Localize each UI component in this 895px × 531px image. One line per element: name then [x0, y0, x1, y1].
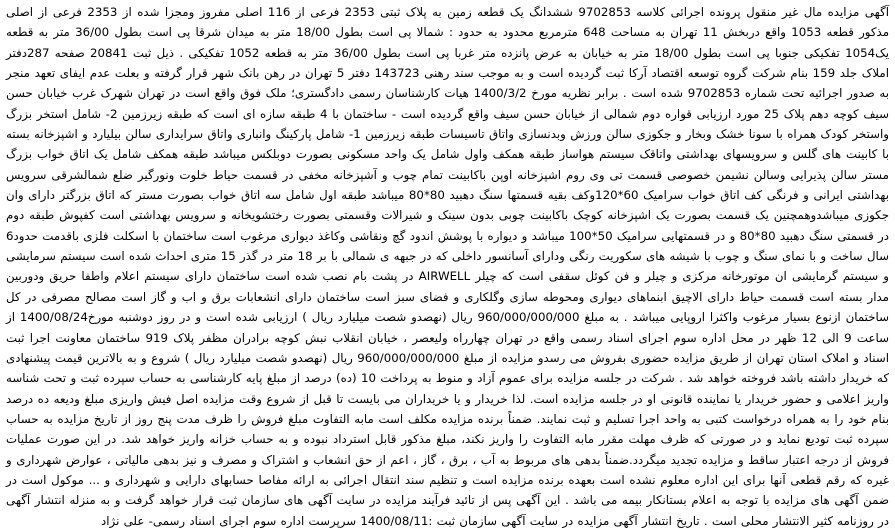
notice-body: آگهی مزایده مال غیر منقول پرونده اجرائی کلاسه 9702853 ششدانگ یک قطعه زمین به پلاک ثبتی 2353 فرعی از 116 اصلی مفروز ومجزا شده از 2353 فرعی از اصلی مذکور قطعه 1053 واقع دربخش 11 تهران به مساحت 648 مترمربع محدود به حدود : شمالا پی است بطول 18/00 متر به میدان شرقا پی است بطول 36/00 متر به قطعه یک1054 تفکیکی جنوبا پی است بطول 18/00 متر به خیابان به عرض پانزده متر غربا پی است بطول 36/00 متر به قطعه 1052 تفکیکی . ذیل ثبت 20841 صفحه 287دفتر املاک جلد 159 بنام شرکت گروه توسعه اقتصاد آرکا ثبت گردیده است و به موجب سند رهنی 143723 دفتر 5 تهران در رهن بانک شهر قرار گرفته و بعلت عدم ایفای تعهد منجر به صدور اجرائیه تحت شماره 9702853 شده است . برابر نظریه مورخ 1400/3/2 هیات کارشناسان رسمی دادگستری؛ ملک فوق واقع است در تهران شهرک غرب خیابان حسن سیف کوچه دهم پلاک 25 مورد ارزیابی قواره دوم شمالی از خیابان حسن سیف واقع گردیده است - ساختمان با 4 طبقه سازه ای است که طبقه زیرزمین 2- شامل استخر بزرگ واستخر کودک همراه با سونا خشک وبخار و جکوزی سالن ورزش وبدنسازی واتاق تاسیسات طبقه زیرزمین 1- شامل پارکینگ وانباری واتاق سرایداری سالن بیلیارد و اشپزخانه بسته با کابینت های گلس و سرویسهای بهداشتی واتاقک سیستم هواساز طبقه همکف واول شامل یک واحد مسکونی بصورت دوبلکس میباشد طبقه همکف شامل یک اتاق خواب بزرگ مستر سالن پذیرایی وسالن نشیمن خصوصی قسمت تی وی روم اشپزخانه اوپن باکابینت تمام چوب و آشپزخانه مخفی در قسمت حیاط خلوت ونورگیر ضلع شمالشرقی سرویس بهداشتی ایرانی و فرنگی کف اتاق خواب سرامیک 60*120وکف بقیه قسمتها سنگ دهبید 80*80 میباشد طبقه اول شامل سه اتاق خواب بصورت مستر که اتاق بزرگتر دارای وان جکوزی میباشدوهمچنین یک قسمت بصورت یک اشپزخانه کوچک باکابینت چوبی بدون سینک و شیرالات وقسمتی بصورت رختشویخانه و سرویس بهداشتی است کفپوش طبقه دوم در قسمتی سنگ دهبید 80*80 و در قسمتهایی سرامیک 50*100 میباشد و دیواره با پوشش اندود گچ ونقاشی وکاغذ دیواری مرغوب است ساختمان با اسکلت فلزی باقدمت حدود6 سال ساخت و با نمای سنگ و چوب با شیشه های سکوریت رنگی ودارای آسانسور داخلی که در جبهه ی شمالی با بر 18 متر در گذر 15 متری احداث شده است سیستم سرمایشی و سیستم گرمایشی ان موتورخانه مرکزی و چیلر و فن کوئل سقفی است که چیلر AIRWELL در پشت بام نصب شده است ساختمان دارای سیستم اعلام واطفا حریق ودوربین مدار بسته است قسمت حیاط دارای الاچیق ابنماهای دیواری ومحوطه سازی وگلکاری و فضای سبز است ساختمان دارای انشعابات برق و اب و گاز است مصالح مصرفی در کل ساختمان ازنوع بسیار مرغوب واکثرا اروپایی میباشد . به مبلغ 960/000/000/000 ریال (نهصدو شصت میلیارد ریال ) ارزیابی شده است و در روز دوشنبه مورخ1400/08/24 از ساعت 9 الی 12 ظهر در محل اداره سوم اجرای اسناد رسمی واقع در تهران چهارراه ولیعصر ، خیابان انقلاب نبش کوچه برادران مظفر پلاک 919 ساختمان معاونت اجرا ثبت اسناد و املاک استان تهران از طریق مزایده حضوری بفروش می رسدو مزایده از مبلغ 960/000/000/000 ریال (نهصدو شصت میلیارد ریال ) شروع و به بالاترین قیمت پیشنهادی که خریدار داشته باشد فروخته خواهد شد . شرکت در جلسه مزایده برای عموم آزاد و منوط به پرداخت 10 (ده) درصد از مبلغ پایه کارشناسی به حساب سپرده ثبت و تحت شناسه واریز اعلامی و حضور خریدار یا نماینده قانونی او در جلسه مزایده است. لذا خریدار و یا خریداران می بایست تا قبل از شروع وقت مزایده اصل فیش واریزی مبلغ ودیعه ده درصد بنام خود را به همراه درخواست کتبی به واحد اجرا تسلیم و ثبت نمایند. ضمناً برنده مزایده مکلف است مابه التفاوت مبلغ فروش را ظرف مدت پنج روز از تاریخ مزایده به حساب سپرده ثبت تودیع نماید و در صورتی که ظرف مهلت مقرر مابه التفاوت را واریز نکند، مبلغ مذکور قابل استرداد نبوده و به حساب خزانه واریز خواهد شد. در این صورت عملیات فروش از درجه اعتبار ساقط و مزایده تجدید میگردد.ضمناً بدهی های مربوط به آب ، برق ، گاز ، اعم از حق انشعاب و اشتراک و مصرف و نیز بدهی مالیاتی ، عوارض شهرداری و غیره که رقم قطعی آنها برای این اداره معلوم نشده است بعهده برنده مزایده است و تنظیم سند انتقال اجرائی به ارائه مفاصا حسابهای دارایی و شهرداری و ... موکول است در ضمن آگهی های مزایده با توجه به اعلام بستانکار بیمه می باشد . این آگهی پس از تائید فرآیند مزایده در سایت آگهی های سازمان ثبت قرار خواهد گرفت و به منزله انتشار آگهی در روزنامه کثیر الانتشار محلی است . تاریخ انتشار آگهی مزایده در سایت آگهی سازمان ثبت :1400/08/11 سرپرست اداره سوم اجرای اسناد رسمی- علی نژاد — [6, 5, 890, 528]
